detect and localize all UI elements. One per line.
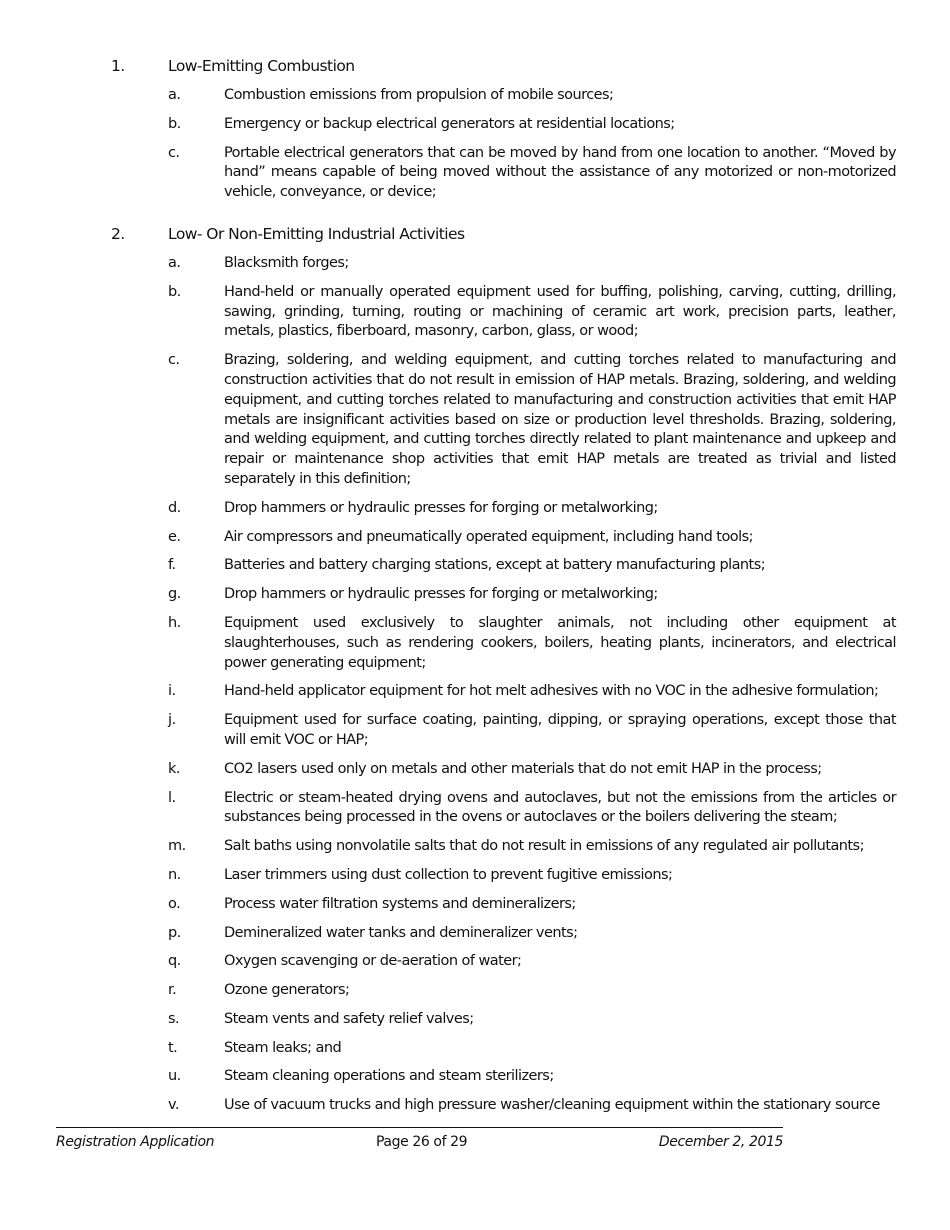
item-text: Steam vents and safety relief valves; xyxy=(224,1010,474,1027)
item-letter: q. xyxy=(168,953,181,970)
list-item xyxy=(0,866,950,886)
footer-divider xyxy=(56,1127,783,1128)
item-letter: f. xyxy=(168,557,176,574)
footer-date: December 2, 2015 xyxy=(658,1134,783,1150)
section-heading xyxy=(0,56,950,80)
list-item xyxy=(0,760,950,780)
list-item xyxy=(0,924,950,944)
list-item xyxy=(0,86,950,106)
list-item xyxy=(0,144,950,203)
item-letter: b. xyxy=(168,115,181,132)
list-item xyxy=(0,254,950,274)
item-text: Equipment used exclusively to slaughter animals, not including other equipment at slaughterhouses, such as rendering cookers, boilers, heating plants, incinerators, and electrical power generating equipment; xyxy=(224,614,896,671)
item-letter: a. xyxy=(168,254,181,271)
item-letter: r. xyxy=(168,982,177,999)
section-title: Low-Emitting Combustion xyxy=(168,57,355,75)
list-item xyxy=(0,711,950,751)
list-item xyxy=(0,789,950,829)
item-text: Process water filtration systems and demineralizers; xyxy=(224,895,576,912)
item-letter: v. xyxy=(168,1097,179,1114)
item-letter: p. xyxy=(168,924,181,941)
section-number: 1. xyxy=(111,57,125,75)
item-letter: j. xyxy=(168,712,176,729)
item-text: Oxygen scavenging or de-aeration of water; xyxy=(224,953,522,970)
item-text: Use of vacuum trucks and high pressure washer/cleaning equipment within the stationary source xyxy=(224,1097,880,1114)
footer-document-title: Registration Application xyxy=(56,1134,215,1150)
section-industrial-activities xyxy=(0,224,950,1116)
list-item xyxy=(0,528,950,548)
list-item xyxy=(0,895,950,915)
list-item xyxy=(0,283,950,342)
item-text: CO2 lasers used only on metals and other materials that do not emit HAP in the process; xyxy=(224,760,822,777)
item-letter: c. xyxy=(168,144,180,161)
item-text: Steam leaks; and xyxy=(224,1039,342,1056)
item-letter: l. xyxy=(168,789,176,806)
list-item xyxy=(0,1067,950,1087)
list-item xyxy=(0,952,950,972)
section-number: 2. xyxy=(111,224,125,243)
item-text: Laser trimmers using dust collection to prevent fugitive emissions; xyxy=(224,866,673,883)
item-text: Emergency or backup electrical generators at residential locations; xyxy=(224,115,675,132)
list-item xyxy=(0,351,950,490)
item-letter: g. xyxy=(168,586,181,603)
item-letter: t. xyxy=(168,1039,178,1056)
item-text: Air compressors and pneumatically operated equipment, including hand tools; xyxy=(224,528,753,545)
item-text: Equipment used for surface coating, painting, dipping, or spraying operations, except those that will emit VOC or HAP; xyxy=(224,712,896,748)
section-title: Low- Or Non-Emitting Industrial Activities xyxy=(168,224,465,243)
item-letter: b. xyxy=(168,283,181,300)
item-letter: d. xyxy=(168,499,181,516)
item-text: Electric or steam-heated drying ovens and autoclaves, but not the emissions from the articles or substances being processed in the ovens or autoclaves or the boilers delivering the steam; xyxy=(224,789,896,826)
item-text: Salt baths using nonvolatile salts that do not result in emissions of any regulated air pollutants; xyxy=(224,838,864,855)
item-text: Brazing, soldering, and welding equipment, and cutting torches related to manufacturing and construction activities that do not result in emission of HAP metals. Brazing, soldering, and welding equipment, and cutting torches related to manufacturing and construction activities that emit HAP metals are insignificant activities based on size or production level thresholds. Brazing, soldering, and welding equipment, and cutting torches directly related to plant maintenance and upkeep and repair or maintenance shop activities that emit HAP metals are treated as trivial and listed separately in this definition; xyxy=(224,352,896,487)
list-item xyxy=(0,1010,950,1030)
item-text: Portable electrical generators that can be moved by hand from one location to another. “Moved by hand” means capable of being moved without the assistance of any motorized or non-motorized vehicle, conveyance, or device; xyxy=(224,144,896,201)
list-item xyxy=(0,1096,950,1116)
page-footer xyxy=(56,1134,783,1154)
item-letter: u. xyxy=(168,1068,181,1085)
item-letter: s. xyxy=(168,1010,180,1027)
item-text: Batteries and battery charging stations, except at battery manufacturing plants; xyxy=(224,557,766,574)
footer-page-number: Page 26 of 29 xyxy=(376,1134,468,1150)
item-letter: c. xyxy=(168,352,180,369)
item-text: Drop hammers or hydraulic presses for forging or metalworking; xyxy=(224,499,658,516)
list-item xyxy=(0,499,950,519)
item-letter: h. xyxy=(168,614,181,631)
list-item xyxy=(0,614,950,673)
list-item xyxy=(0,837,950,857)
item-text: Drop hammers or hydraulic presses for forging or metalworking; xyxy=(224,586,658,603)
item-text: Ozone generators; xyxy=(224,982,350,999)
list-item xyxy=(0,1039,950,1059)
list-item xyxy=(0,981,950,1001)
item-letter: a. xyxy=(168,87,181,103)
list-item xyxy=(0,556,950,576)
item-letter: n. xyxy=(168,866,181,883)
item-text: Demineralized water tanks and demineralizer vents; xyxy=(224,924,578,941)
list-item xyxy=(0,682,950,702)
item-letter: o. xyxy=(168,895,181,912)
section-low-emitting-combustion xyxy=(0,56,950,203)
section-item-list xyxy=(0,86,950,203)
section-item-list xyxy=(0,254,950,1116)
item-text: Blacksmith forges; xyxy=(224,254,349,271)
item-letter: m. xyxy=(168,838,186,855)
item-text: Steam cleaning operations and steam sterilizers; xyxy=(224,1068,554,1085)
list-item xyxy=(0,115,950,135)
list-item xyxy=(0,585,950,605)
item-text: Hand-held or manually operated equipment used for buffing, polishing, carving, cutting, drilling, sawing, grinding, turning, routing or machining of ceramic art work, precision parts, leather, metals, plastics, fiberboard, masonry, carbon, glass, or wood; xyxy=(224,283,896,340)
section-spacer xyxy=(0,212,950,224)
document-body xyxy=(0,56,950,1125)
item-text: Combustion emissions from propulsion of mobile sources; xyxy=(224,87,614,103)
item-letter: i. xyxy=(168,683,176,700)
section-heading xyxy=(0,224,950,248)
item-letter: k. xyxy=(168,760,180,777)
item-text: Hand-held applicator equipment for hot melt adhesives with no VOC in the adhesive formulation; xyxy=(224,683,879,700)
item-letter: e. xyxy=(168,528,181,545)
